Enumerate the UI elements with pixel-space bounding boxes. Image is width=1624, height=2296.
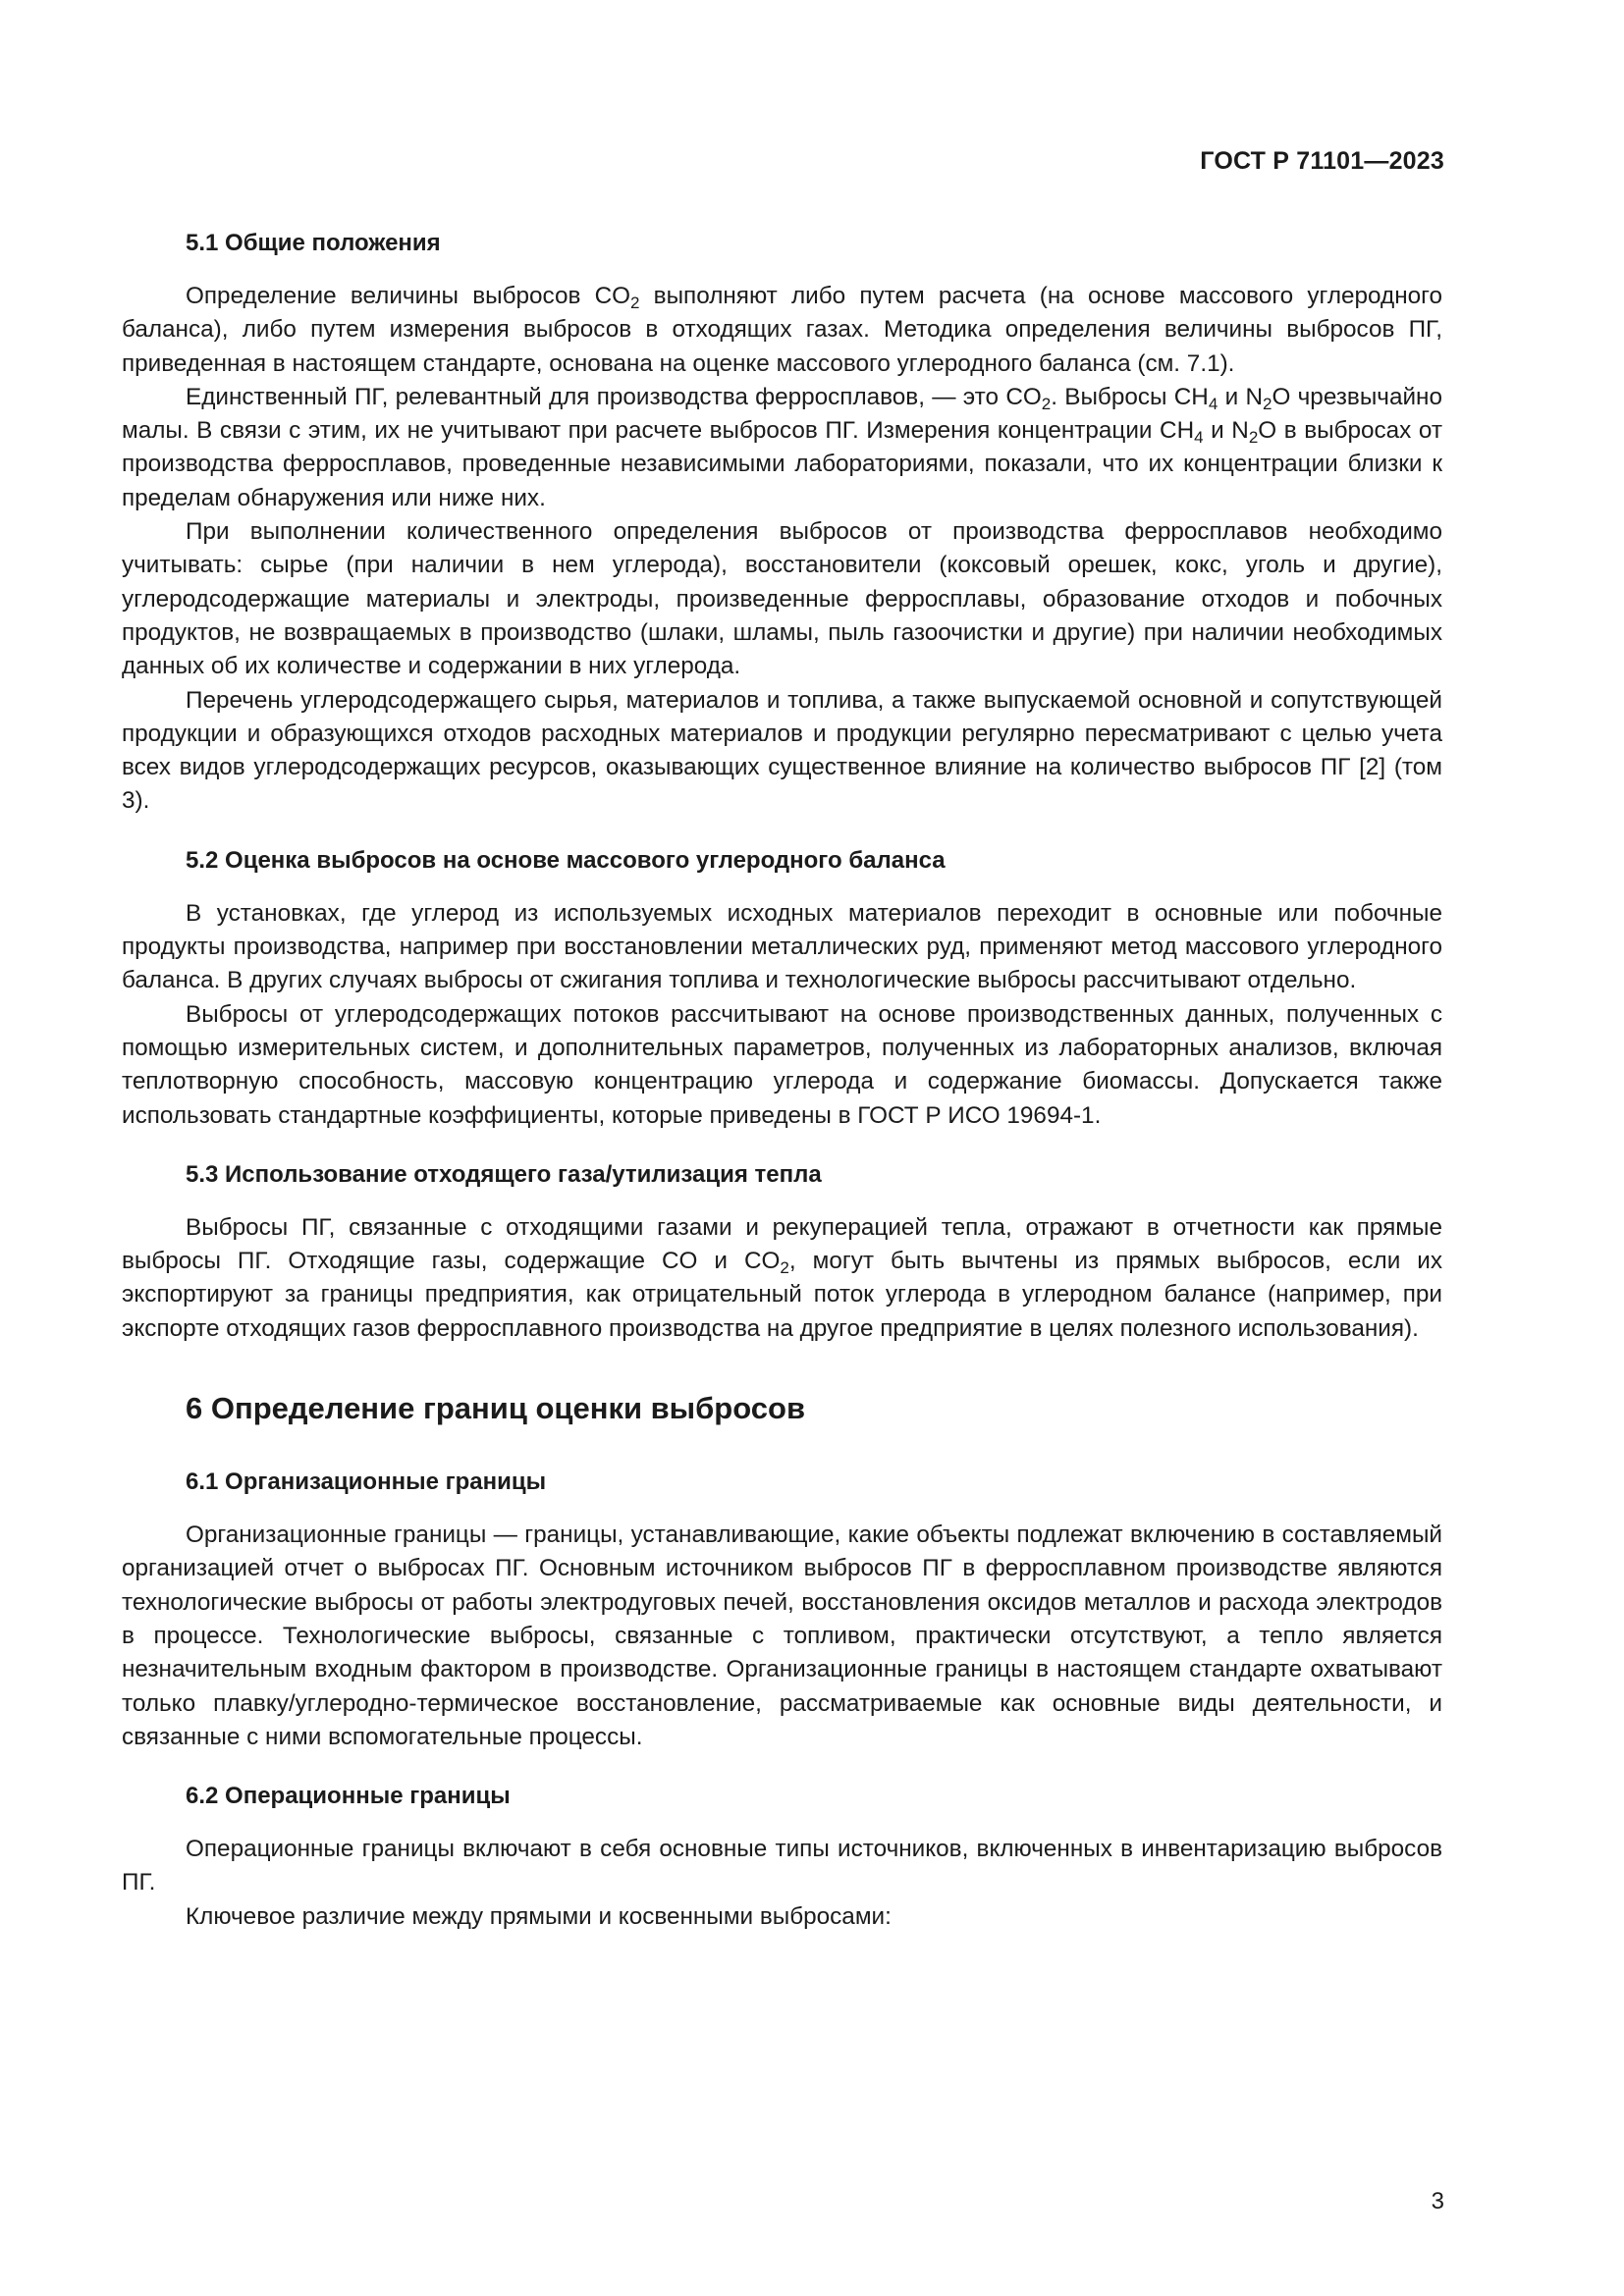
section-5-2-paragraph-2: Выбросы от углеродсодержащих потоков рассчитывают на основе производственных данных, полученных с помощью измерительных систем, и дополнительных параметров, полученных из лабораторных анализов, включая теплотворную способность, массовую концентрацию углерода и содержание биомассы. Допускается также использовать стандартные коэффициенты, которые приведены в ГОСТ Р ИСО 19694-1.: [122, 1000, 1442, 1129]
section-5-3-paragraph-1: Выбросы ПГ, связанные с отходящими газами и рекуперацией тепла, отражают в отчетности как прямые выбросы ПГ. Отходящие газы, содержащие CO и $CO_2$, могут быть вычтены из прямых выбросов, если их экспортируют за границы предприятия, как отрицательный поток углерода в углеродном балансе (например, при экспорте отходящих газов ферросплавного производства на другое предприятие в целях полезного использования).: [122, 1213, 1442, 1342]
section-5-3-heading: 5.3 Использование отходящего газа/утилизация тепла: [186, 1160, 822, 1188]
section-5-1-paragraph-1: Определение величины выбросов $CO_2$ выполняют либо путем расчета (на основе массового углеродного баланса), либо путем измерения выбросов в отходящих газах. Методика определения величины выбросов ПГ, приведенная в настоящем стандарте, основана на оценке массового углеродного баланса (см. 7.1).: [122, 283, 1442, 377]
section-5-2-paragraph-1: В установках, где углерод из используемых исходных материалов переходит в основные или побочные продукты производства, например при восстановлении металлических руд, применяют метод массового углеродного баланса. В других случаях выбросы от сжигания топлива и технологические выбросы рассчитывают отдельно.: [122, 899, 1442, 994]
section-6-1-heading: 6.1 Организационные границы: [186, 1468, 547, 1496]
section-6-2-heading: 6.2 Операционные границы: [186, 1783, 511, 1810]
section-5-1-paragraph-4: Перечень углеродсодержащего сырья, материалов и топлива, а также выпускаемой основной и сопутствующей продукции и образующихся отходов расходных материалов и продукции регулярно пересматривают с целью учета всех видов углеродсодержащих ресурсов, оказывающих существенное влияние на количество выбросов ПГ [2] (том 3).: [122, 686, 1442, 815]
section-6-2-paragraph-1: Операционные границы включают в себя основные типы источников, включенных в инвентаризацию выбросов ПГ.: [122, 1836, 1442, 1896]
section-6-1-paragraph-1: Организационные границы — границы, устанавливающие, какие объекты подлежат включению в составляемый организацией отчет о выбросах ПГ. Основным источником выбросов ПГ в ферросплавном производстве являются технологические выбросы от работы электродуговых печей, восстановления оксидов металлов и расхода электродов в процессе. Технологические выбросы, связанные с топливом, практически отсутствуют, а тепло является незначительным входным фактором в производстве. Организационные границы в настоящем стандарте охватывают только плавку/углеродно-термическое восстановление, рассматриваемые как основные виды деятельности, и связанные с ними вспомогательные процессы.: [122, 1522, 1442, 1750]
section-5-1-paragraph-3: При выполнении количественного определения выбросов от производства ферросплавов необходимо учитывать: сырье (при наличии в нем углерода), восстановители (коксовый орешек, кокс, уголь и другие), углеродсодержащие материалы и электроды, произведенные ферросплавы, образование отходов и побочных продуктов, не возвращаемых в производство (шлаки, шламы, пыль газоочистки и другие) при наличии необходимых данных об их количестве и содержании в них углерода.: [122, 518, 1442, 680]
section-5-1-heading: 5.1 Общие положения: [186, 230, 441, 256]
section-6-heading: 6 Определение границ оценки выбросов: [186, 1391, 806, 1426]
page-number: 3: [1431, 2188, 1444, 2215]
section-6-2-paragraph-2: Ключевое различие между прямыми и косвенными выбросами:: [186, 1902, 892, 1930]
page-content: [122, 227, 1442, 1934]
section-5-2-heading: 5.2 Оценка выбросов на основе массового углеродного баланса: [186, 846, 946, 874]
section-5-1-paragraph-2: Единственный ПГ, релевантный для производства ферросплавов, — это $CO_2$. Выбросы $CH_4$ и $N_2O$ чрезвычайно малы. В связи с этим, их не учитывают при расчете выбросов ПГ. Измерения концентрации $CH_4$ и $N_2O$ в выбросах от производства ферросплавов, проведенные независимыми лабораториями, показали, что их концентрации близки к пределам обнаружения или ниже них.: [122, 383, 1442, 511]
document-code: ГОСТ Р 71101—2023: [1200, 147, 1444, 175]
